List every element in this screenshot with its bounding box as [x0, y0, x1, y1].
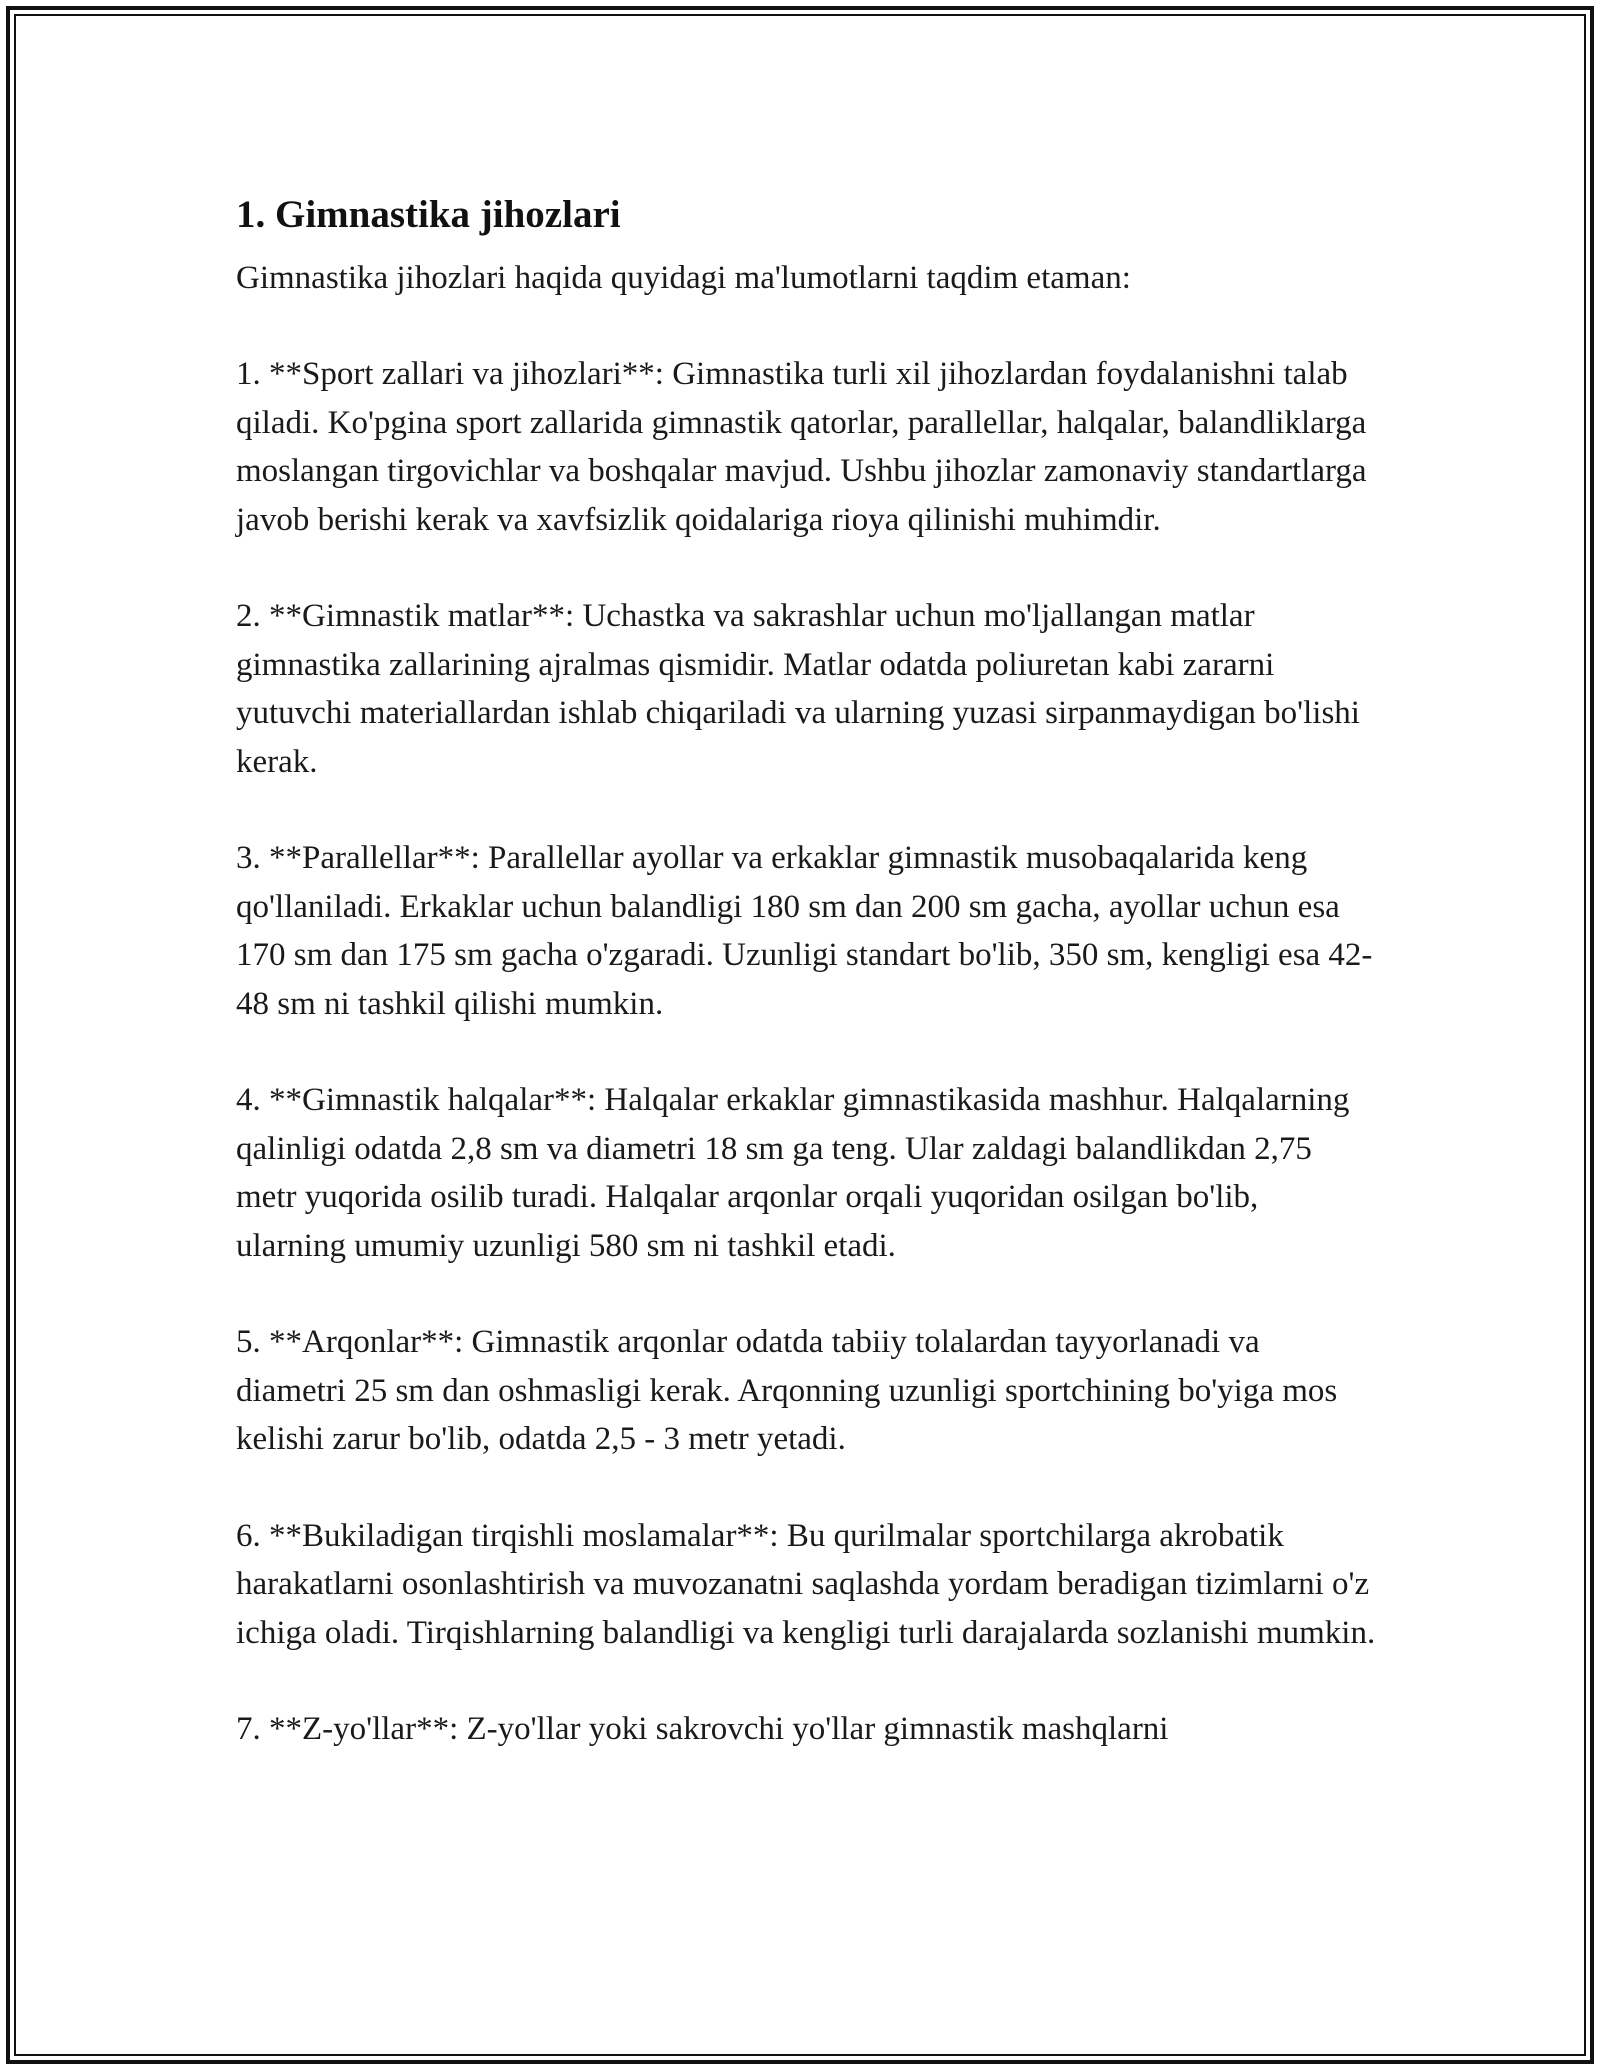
- list-item: 1. **Sport zallari va jihozlari**: Gimnastika turli xil jihozlardan foydalanishni talab qiladi. Ko'pgina sport zallarida gimnastik qatorlar, parallellar, halqalar, balandliklarga moslangan tirgovichlar va boshqalar mavjud. Ushbu jihozlar zamonaviy standartlarga javob berishi kerak va xavfsizlik qoidalariga rioya qilinishi muhimdir.: [236, 356, 1367, 538]
- list-item: 4. **Gimnastik halqalar**: Halqalar erkaklar gimnastikasida mashhur. Halqalarning qalinligi odatda 2,8 sm va diametri 18 sm ga teng. Ular zaldagi balandlikdan 2,75 metr yuqorida osilib turadi. Halqalar arqonlar orqali yuqoridan osilgan bo'lib, ularning umumiy uzunligi 580 sm ni tashkil etadi.: [236, 1082, 1350, 1264]
- document-heading: 1. Gimnastika jihozlari: [236, 193, 621, 236]
- list-item: 6. **Bukiladigan tirqishli moslamalar**: Bu qurilmalar sportchilarga akrobatik harakatlarni osonlashtirish va muvozanatni saqlashda yordam beradigan tizimlarni o'z ichiga oladi. Tirqishlarning balandligi va kengligi turli darajalarda sozlanishi mumkin.: [236, 1517, 1376, 1651]
- intro-paragraph: Gimnastika jihozlari haqida quyidagi ma'lumotlarni taqdim etaman:: [236, 260, 1131, 296]
- list-item: 2. **Gimnastik matlar**: Uchastka va sakrashlar uchun mo'ljallangan matlar gimnastika zallarining ajralmas qismidir. Matlar odatda poliuretan kabi zararni yutuvchi materiallardan ishlab chiqariladi va ularning yuzasi sirpanmaydigan bo'lishi kerak.: [236, 598, 1360, 780]
- document-body: [236, 186, 1376, 1754]
- list-item: 7. **Z-yo'llar**: Z-yo'llar yoki sakrovchi yo'llar gimnastik mashqlarni: [236, 1711, 1169, 1747]
- list-item: 5. **Arqonlar**: Gimnastik arqonlar odatda tabiiy tolalardan tayyorlanadi va diametri 25 sm dan oshmasligi kerak. Arqonning uzunligi sportchining bo'yiga mos kelishi zarur bo'lib, odatda 2,5 - 3 metr yetadi.: [236, 1324, 1338, 1457]
- list-item: 3. **Parallellar**: Parallellar ayollar va erkaklar gimnastik musobaqalarida keng qo'llaniladi. Erkaklar uchun balandligi 180 sm dan 200 sm gacha, ayollar uchun esa 170 sm dan 175 sm gacha o'zgaradi. Uzunligi standart bo'lib, 350 sm, kengligi esa 42-48 sm ni tashkil qilishi mumkin.: [236, 840, 1373, 1022]
